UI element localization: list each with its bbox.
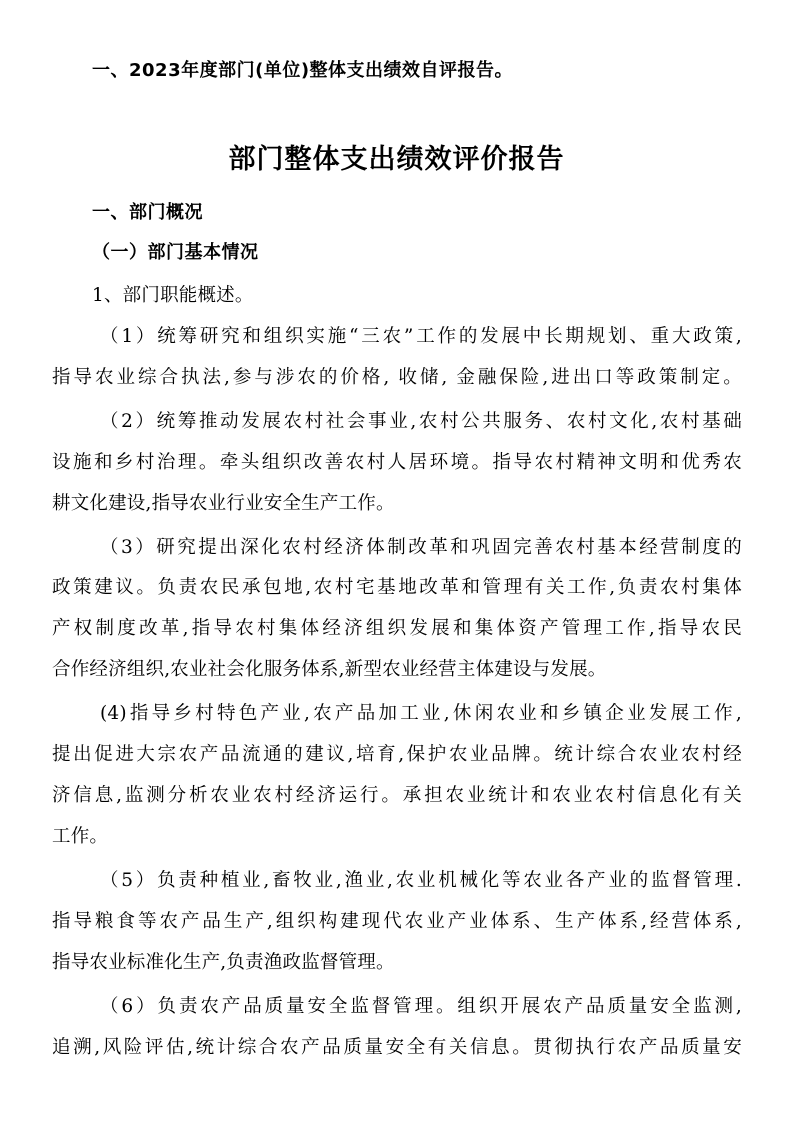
- paragraph-line: 提出促进大宗农产品流通的建议,培育,保护农业品牌。统计综合农业农村经: [52, 744, 742, 765]
- paragraph-line: 耕文化建设,指导农业行业安全生产工作。: [52, 493, 395, 514]
- paragraph-line: 济信息,监测分析农业农村经济运行。承担农业统计和农业农村信息化有关: [52, 785, 742, 806]
- paragraph-line: （6）负责农产品质量安全监督管理。组织开展农产品质量安全监测,: [100, 996, 742, 1017]
- report-title: 部门整体支出绩效评价报告: [228, 144, 565, 175]
- paragraph-line: 指导粮食等农产品生产,组织构建现代农业产业体系、生产体系,经营体系,: [52, 911, 742, 932]
- paragraph-line: 合作经济组织,农业社会化服务体系,新型农业经营主体建设与发展。: [52, 659, 607, 680]
- paragraph-line: 追溯,风险评估,统计综合农产品质量安全有关信息。贯彻执行农产品质量安: [52, 1037, 742, 1058]
- paragraph-line: 指导农业综合执法,参与涉农的价格, 收储, 金融保险,进出口等政策制定。: [52, 367, 742, 388]
- paragraph-line: (4)指导乡村特色产业,农产品加工业,休闲农业和乡镇企业发展工作,: [100, 703, 742, 724]
- subsection-heading: （一）部门基本情况: [92, 242, 259, 263]
- top-item: 一、2023年度部门(单位)整体支出绩效自评报告。: [92, 60, 514, 81]
- paragraph-line: （1）统筹研究和组织实施“三农”工作的发展中长期规划、重大政策,: [100, 326, 742, 347]
- paragraph-line: 指导农业标准化生产,负责渔政监督管理。: [52, 952, 395, 973]
- paragraph-line: 工作。: [52, 826, 109, 847]
- section-heading: 一、部门概况: [92, 202, 203, 223]
- item-heading: 1、部门职能概述。: [92, 285, 254, 306]
- paragraph-line: 产权制度改革,指导农村集体经济组织发展和集体资产管理工作,指导农民: [52, 618, 742, 639]
- paragraph-line: （2）统筹推动发展农村社会事业,农村公共服务、农村文化,农村基础: [100, 411, 742, 432]
- paragraph-line: （3）研究提出深化农村经济体制改革和巩固完善农村基本经营制度的: [100, 537, 742, 558]
- paragraph-line: 政策建议。负责农民承包地,农村宅基地改革和管理有关工作,负责农村集体: [52, 577, 742, 598]
- paragraph-line: 设施和乡村治理。牵头组织改善农村人居环境。指导农村精神文明和优秀农: [52, 452, 742, 473]
- paragraph-line: （5）负责种植业,畜牧业,渔业,农业机械化等农业各产业的监督管理.: [100, 870, 742, 891]
